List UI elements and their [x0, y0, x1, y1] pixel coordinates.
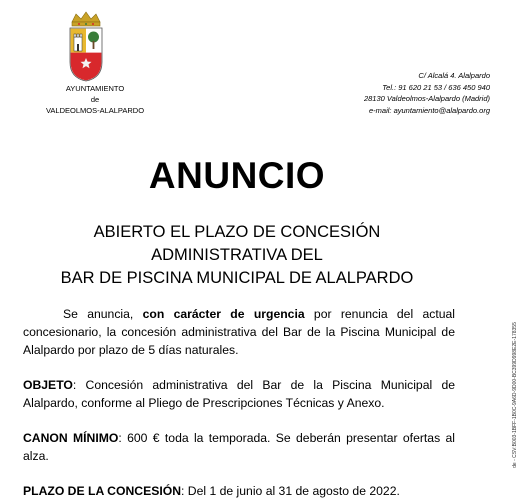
contact-phone: Tel.: 91 620 21 53 / 636 450 940: [382, 82, 490, 92]
canon-label: CANON MÍNIMO: [23, 431, 119, 445]
council-line: VALDEOLMOS-ALALPARDO: [45, 106, 145, 115]
subtitle-line: ADMINISTRATIVA DEL: [151, 246, 323, 264]
plazo-text: : Del 1 de junio al 31 de agosto de 2022.: [181, 484, 400, 498]
plazo-paragraph: [23, 482, 455, 500]
municipal-coat-of-arms: [66, 10, 106, 82]
notice-body: [23, 305, 455, 500]
contact-email: e-mail: ayuntamiento@alalpardo.org: [368, 105, 490, 115]
subtitle-line: ABIERTO EL PLAZO DE CONCESIÓN: [93, 223, 381, 241]
objeto-label: OBJETO: [23, 378, 73, 392]
notice-subtitle: [0, 221, 474, 290]
contact-address: C/ Alcalá 4. Alalpardo: [418, 71, 490, 80]
intro-text-after: por renuncia del actual concesionario, la concesión administrativa del Bar de la Piscina Municipal de Alalpardo por plazo de 5 días naturales.: [23, 307, 455, 357]
intro-text-before: Se anuncia,: [63, 307, 143, 321]
verification-code: de - CSV:B003-1BFF-1B0C-9A6D-9D00-BC399D998E2E-178355: [512, 322, 518, 468]
urgency-emphasis: con carácter de urgencia: [142, 307, 305, 321]
plazo-label: PLAZO DE LA CONCESIÓN: [23, 484, 181, 498]
objeto-text: : Concesión administrativa del Bar de la Piscina Municipal de Alalpardo, conforme al Pliego de Prescripciones Técnicas y Anexo.: [23, 378, 455, 410]
contact-block: [364, 70, 490, 116]
verification-code-margin: [510, 300, 520, 490]
council-line: de: [90, 95, 100, 104]
council-name-block: [40, 83, 150, 116]
notice-title: ANUNCIO: [148, 155, 326, 196]
canon-paragraph: [23, 429, 455, 465]
objeto-paragraph: [23, 376, 455, 412]
canon-text: : 600 € toda la temporada. Se deberán presentar ofertas al alza.: [23, 431, 455, 463]
subtitle-line: BAR DE PISCINA MUNICIPAL DE ALALPARDO: [60, 269, 414, 287]
contact-postal: 28130 Valdeolmos-Alalpardo (Madrid): [363, 94, 490, 104]
intro-paragraph: [23, 305, 455, 359]
council-line: AYUNTAMIENTO: [65, 84, 125, 93]
